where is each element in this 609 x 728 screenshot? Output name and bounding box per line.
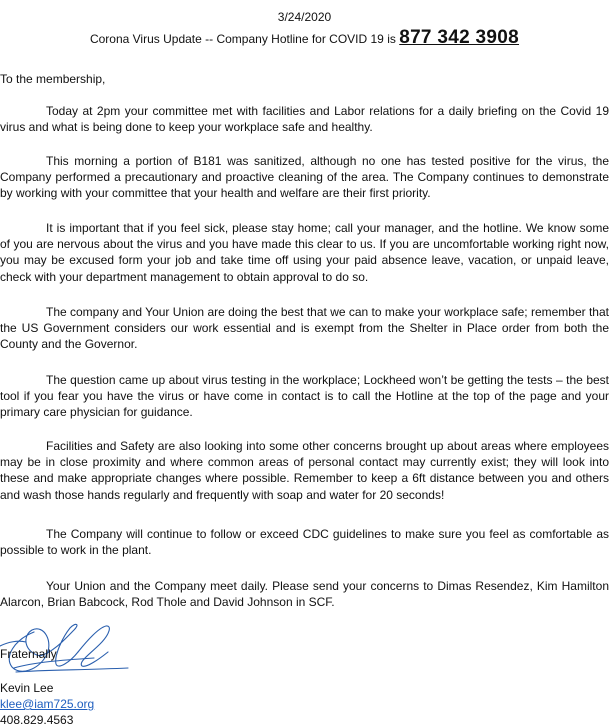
paragraph-briefing: Today at 2pm your committee met with facilities and Labor relations for a daily briefing on the Covid 19 virus and what is being done to keep your workplace safe and healthy. [0,104,609,135]
hotline-number: 877 342 3908 [399,27,520,48]
signer-email-link[interactable]: klee@iam725.org [0,697,95,711]
title-text: Corona Virus Update -- Company Hotline for COVID 19 is [89,32,396,46]
paragraph-essential-work: The company and Your Union are doing the best that we can to make your workplace safe; remember that the US Government considers our work essential and is exempt from the Shelter in Place order from both the County and the Governor. [0,305,609,352]
closing: Fraternally [0,647,57,661]
paragraph-stay-home: It is important that if you feel sick, please stay home; call your manager, and the hotline. We know some of you are nervous about the virus and you have made this clear to us. If you are uncomfortable working right now, you may be excused form your job and take time off using your paid absence leave, vacation, or unpaid leave, check with your department management to obtain approval to do so. [0,221,609,284]
paragraph-safety: Facilities and Safety are also looking into some other concerns brought up about areas where employees may be in close proximity and where common areas of personal contact may currently exist; they will look into these and make appropriate changes where possible. Remember to keep a 6ft distance between you and others and wash those hands regularly and frequently with soap and water for 20 seconds! [0,439,609,502]
signer-phone: 408.829.4563 [0,713,74,727]
salutation: To the membership, [0,72,106,86]
signer-name: Kevin Lee [0,681,54,695]
letter-date: 3/24/2020 [277,10,332,24]
letter-title [0,27,609,48]
paragraph-testing: The question came up about virus testing in the workplace; Lockheed won’t be getting the tests – the best tool if you fear you have the virus or have come in contact is to call the Hotline at the top of the page and your primary care physician for guidance. [0,373,609,420]
paragraph-contacts: Your Union and the Company meet daily. Please send your concerns to Dimas Resendez, Kim Hamilton Alarcon, Brian Babcock, Rod Thole and David Johnson in SCF. [0,579,609,610]
paragraph-sanitized: This morning a portion of B181 was sanitized, although no one has tested positive for the virus, the Company performed a precautionary and proactive cleaning of the area. The Company continues to demonstrate by working with your committee that your health and welfare are their first priority. [0,154,609,201]
paragraph-cdc: The Company will continue to follow or exceed CDC guidelines to make sure you feel as comfortable as possible to work in the plant. [0,527,609,558]
